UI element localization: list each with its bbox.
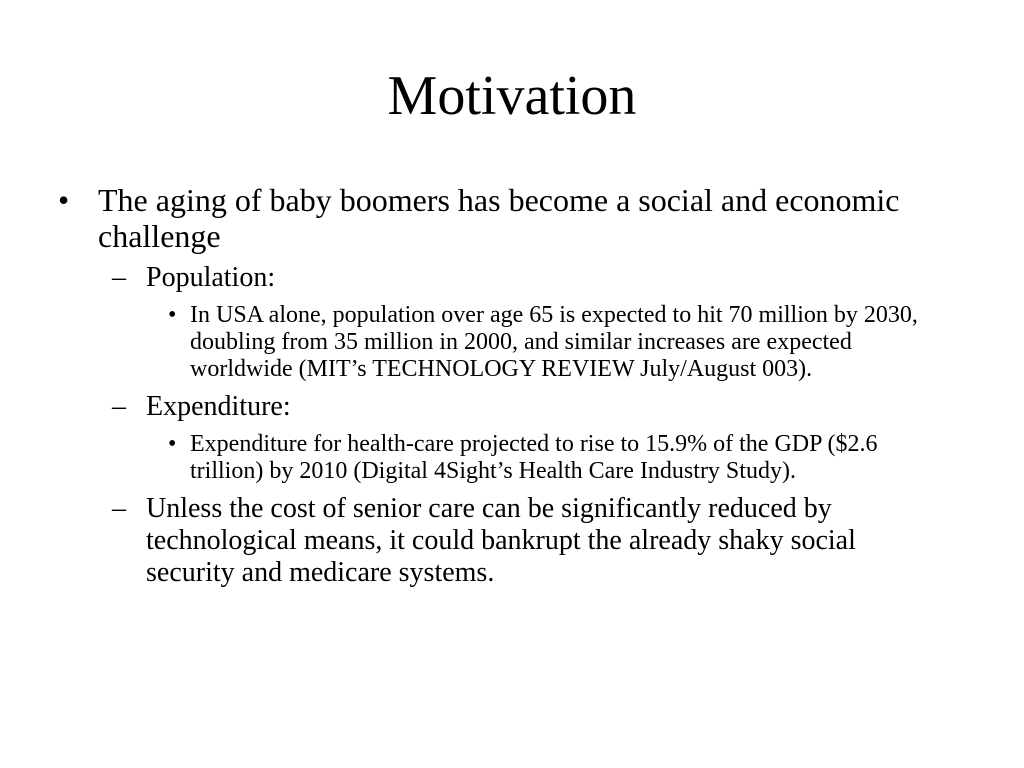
detail-population [168,302,948,383]
detail-text: In USA alone, population over age 65 is expected to hit 70 million by 2030, doubling from 35 million in 2000, and similar increases are expected worldwide (MIT’s TECHNOLOGY REVIEW July/August 003). [190,302,918,382]
dash-icon: – [112,493,126,524]
detail-text: Expenditure for health-care projected to rise to 15.9% of the GDP ($2.6 trillion) by 2010 (Digital 4Sight’s Health Care Industry Study). [190,431,878,484]
bullet-baby-boomers [58,182,958,254]
bullet-icon: • [168,302,177,328]
dash-icon: – [112,391,126,422]
detail-expenditure [168,431,948,485]
slide-title: Motivation [387,65,637,127]
bullet-icon: • [168,431,177,457]
sub-bullet-text: Population: [146,262,276,293]
sub-bullet-conclusion [112,493,912,589]
bullet-text: The aging of baby boomers has become a social and economic challenge [98,182,900,254]
bullet-icon: • [58,182,70,218]
sub-bullet-population [112,262,912,294]
sub-bullet-text: Expenditure: [146,391,291,422]
dash-icon: – [112,262,126,293]
sub-bullet-text: Unless the cost of senior care can be significantly reduced by technological means, it could bankrupt the already shaky social security and medicare systems. [146,493,856,588]
sub-bullet-expenditure [112,391,912,423]
slide-body [58,182,958,589]
